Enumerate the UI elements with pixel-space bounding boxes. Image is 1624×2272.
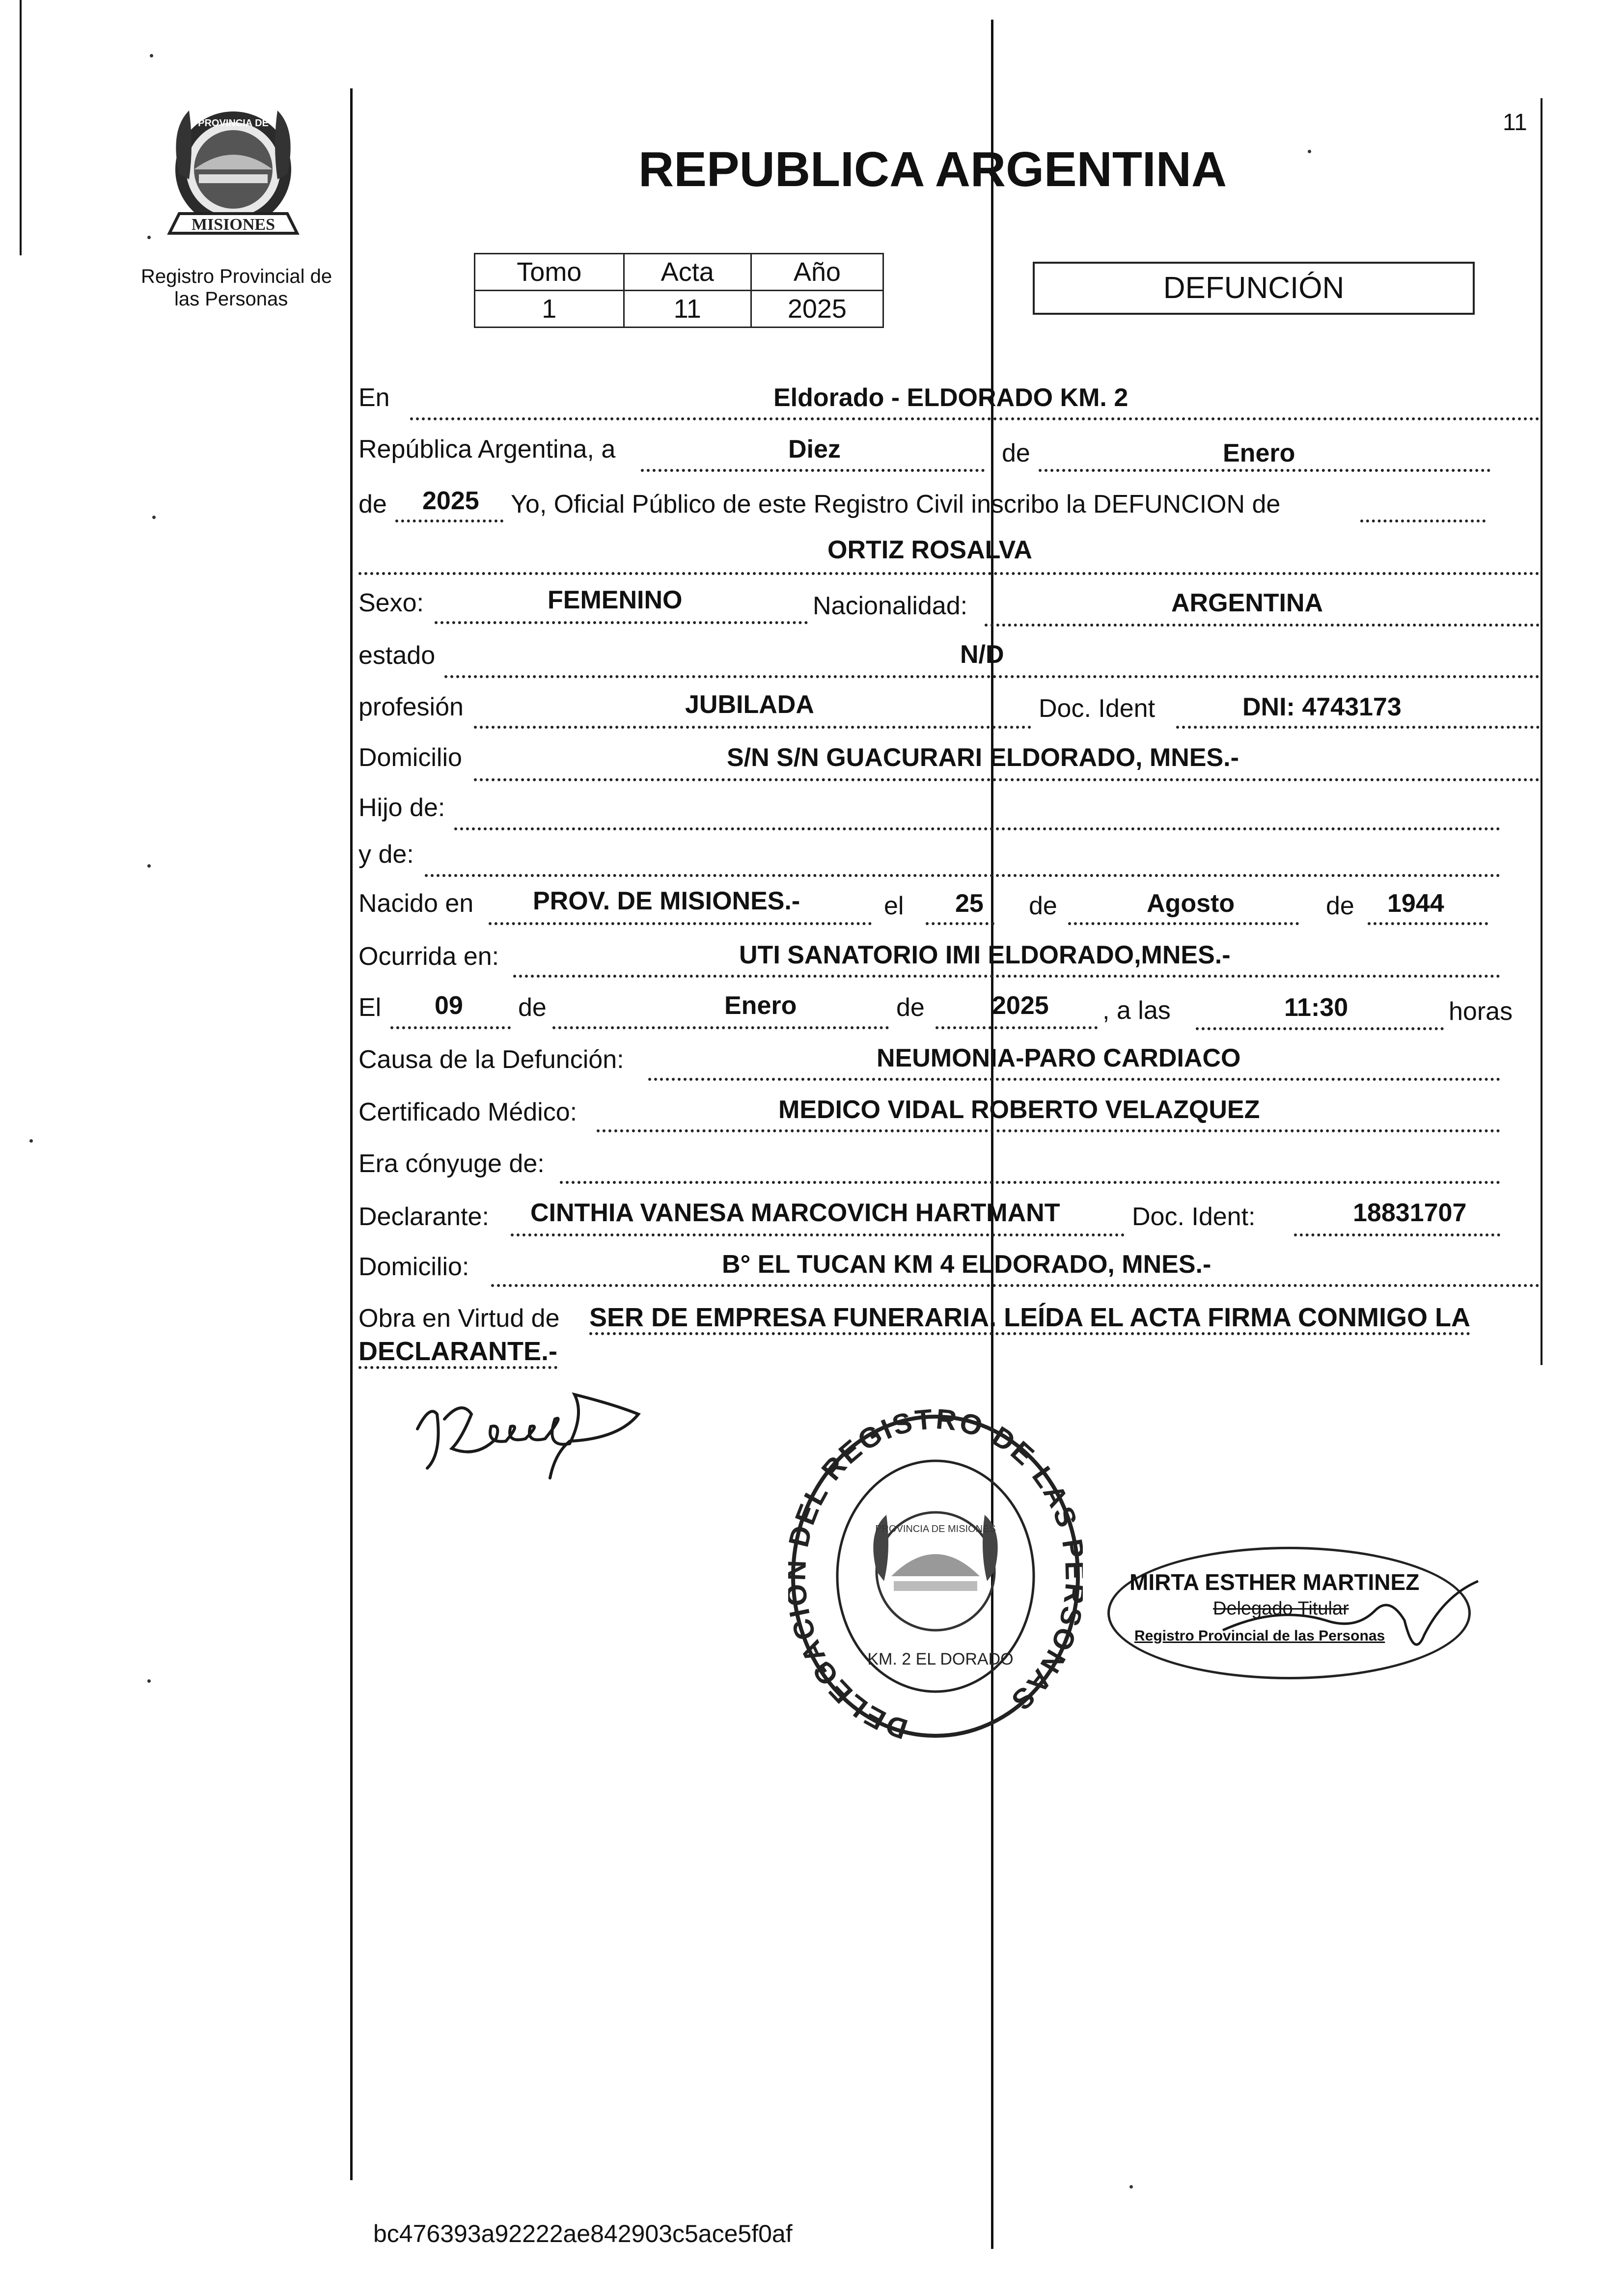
header-acta: Acta [624,254,751,291]
form-right-rule [1541,98,1542,1365]
value-tomo: 1 [475,291,624,328]
line-nac-mes [1068,922,1299,925]
record-table-header [475,254,883,291]
line-doc [1176,726,1540,729]
scan-speck [152,516,156,519]
label-nacido: Nacido en [358,889,474,918]
label-de-5: de [518,993,547,1022]
value-profesion: JUBILADA [685,690,814,719]
label-declarante: Declarante: [358,1203,489,1231]
value-ocurrida: UTI SANATORIO IMI ELDORADO,MNES.- [739,941,1231,969]
registry-seal [788,1409,1083,1743]
line-month [1039,469,1490,472]
value-declarante: CINTHIA VANESA MARCOVICH HARTMANT [530,1199,1060,1227]
value-hora: 11:30 [1284,993,1349,1022]
label-sexo: Sexo: [358,589,424,617]
label-de-1: de [1002,439,1030,467]
value-nac-dia: 25 [955,889,984,918]
label-obra: Obra en Virtud de [358,1304,560,1333]
line-domicilio [474,778,1540,781]
scan-speck [147,864,151,868]
org-name-line1: Registro Provincial de [141,266,332,287]
label-causa: Causa de la Defunción: [358,1045,624,1074]
value-certificado: MEDICO VIDAL ROBERTO VELAZQUEZ [778,1095,1260,1124]
value-causa: NEUMONIA-PARO CARDIACO [877,1044,1241,1072]
left-margin-rule [20,0,22,255]
line-day [641,469,985,472]
document-type-box: DEFUNCIÓN [1033,262,1475,315]
value-nac-anio: 1944 [1387,889,1444,918]
label-conyuge: Era cónyuge de: [358,1150,545,1178]
value-def-mes: Enero [724,991,797,1020]
label-de-6: de [896,993,925,1022]
value-def-anio: 2025 [992,991,1049,1020]
value-decl-doc: 18831707 [1353,1199,1467,1227]
label-hijo-de: Hijo de: [358,794,445,822]
value-nacionalidad: ARGENTINA [1171,589,1323,617]
value-def-dia: 09 [435,991,463,1020]
line-nacido [489,922,872,925]
fold-line [991,20,993,2249]
scan-speck [1308,150,1311,153]
value-month: Enero [1223,439,1295,467]
official-name: MIRTA ESTHER MARTINEZ [1129,1569,1420,1595]
scan-speck [147,236,151,239]
line-sexo [435,621,808,624]
line-certificado [597,1129,1500,1132]
label-de-3: de [1029,892,1057,920]
value-obra-line2: DECLARANTE.- [358,1337,557,1369]
seal-inner-text: PROVINCIA DE MISIONES [875,1524,996,1534]
line-hijo-de [454,827,1500,830]
line-place [410,417,1540,420]
line-def-dia [390,1026,511,1029]
label-El: El [358,993,382,1022]
label-de-2: de [358,490,387,519]
record-table [474,253,884,328]
label-el: el [884,892,904,920]
line-domicilio-2 [491,1284,1540,1287]
declarant-signature [408,1385,643,1498]
official-org: Registro Provincial de las Personas [1134,1628,1385,1644]
line-decl-doc [1294,1233,1500,1236]
line-declarante [511,1233,1125,1236]
line-conyuge [560,1181,1500,1184]
value-anio: 2025 [751,291,883,328]
header-tomo: Tomo [475,254,624,291]
label-y-de: y de: [358,840,414,869]
line-def-anio [936,1026,1098,1029]
label-domicilio-2: Domicilio: [358,1253,469,1281]
label-decl-doc: Doc. Ident: [1132,1203,1256,1231]
line-nac-anio [1368,922,1488,925]
line-profesion [474,726,1031,729]
oficial-statement: Yo, Oficial Público de este Registro Civil inscribo la DEFUNCION de [511,490,1281,519]
header-anio: Año [751,254,883,291]
line-nacionalidad [985,624,1540,627]
logo-banner-text: MISIONES [191,216,275,234]
value-place: Eldorado - ELDORADO KM. 2 [773,383,1129,412]
label-republica: República Argentina, a [358,435,616,464]
record-table-values [475,291,883,328]
value-day-word: Diez [788,435,841,464]
line-ocurrida [513,975,1500,978]
line-year [395,520,503,522]
label-a-las: , a las [1102,996,1171,1025]
line-estado [444,675,1540,678]
value-doc: DNI: 4743173 [1242,693,1402,721]
logo-arc-text: PROVINCIA DE [198,118,269,129]
label-nacionalidad: Nacionalidad: [813,592,968,620]
line-causa [648,1078,1500,1081]
label-domicilio: Domicilio [358,743,462,772]
scan-speck [150,54,153,57]
seal-ring-text: DELEGAC EL REGISTRO DE LAS ONAS [788,1409,1083,1743]
label-de-4: de [1326,892,1354,920]
scan-speck [29,1139,33,1143]
label-horas: horas [1449,997,1513,1026]
value-nac-mes: Agosto [1147,889,1235,918]
org-name-line2: las Personas [174,288,288,310]
page-number: 11 [1503,109,1527,136]
line-def-mes [552,1026,889,1029]
value-year: 2025 [422,487,479,515]
value-obra-line1: SER DE EMPRESA FUNERARIA. LEÍDA EL ACTA FIRMA CONMIGO LA [589,1303,1470,1335]
value-deceased: ORTIZ ROSALVA [827,536,1032,564]
label-en: En [358,383,390,412]
label-profesion: profesión [358,693,464,721]
line-nac-dia [926,922,994,925]
document-hash: bc476393a92222ae842903c5ace5f0af [373,2220,793,2247]
value-sexo: FEMENINO [548,586,683,614]
label-ocurrida: Ocurrida en: [358,942,499,971]
official-title: Delegado Titular [1213,1598,1349,1619]
label-certificado: Certificado Médico: [358,1098,578,1126]
value-estado: N/D [960,640,1004,669]
value-domicilio: S/N S/N GUACURARI ELDORADO, MNES.- [727,743,1239,772]
form-left-rule [350,88,353,2180]
value-acta: 11 [624,291,751,328]
page-title: REPUBLICA ARGENTINA [638,142,1227,197]
scan-speck [1129,2185,1133,2189]
line-oficial-end [1360,520,1486,522]
scan-speck [147,1679,151,1683]
line-deceased [358,572,1540,575]
line-y-de [425,874,1500,877]
official-signature [1218,1561,1493,1665]
label-estado: estado [358,641,436,670]
line-hora [1196,1027,1444,1030]
label-doc: Doc. Ident [1039,694,1156,723]
value-nacido-lugar: PROV. DE MISIONES.- [533,887,800,915]
seal-bottom-text: KM. 2 EL DORADO [867,1650,1014,1669]
value-domicilio-2: B° EL TUCAN KM 4 ELDORADO, MNES.- [722,1250,1211,1279]
province-logo [160,101,307,248]
